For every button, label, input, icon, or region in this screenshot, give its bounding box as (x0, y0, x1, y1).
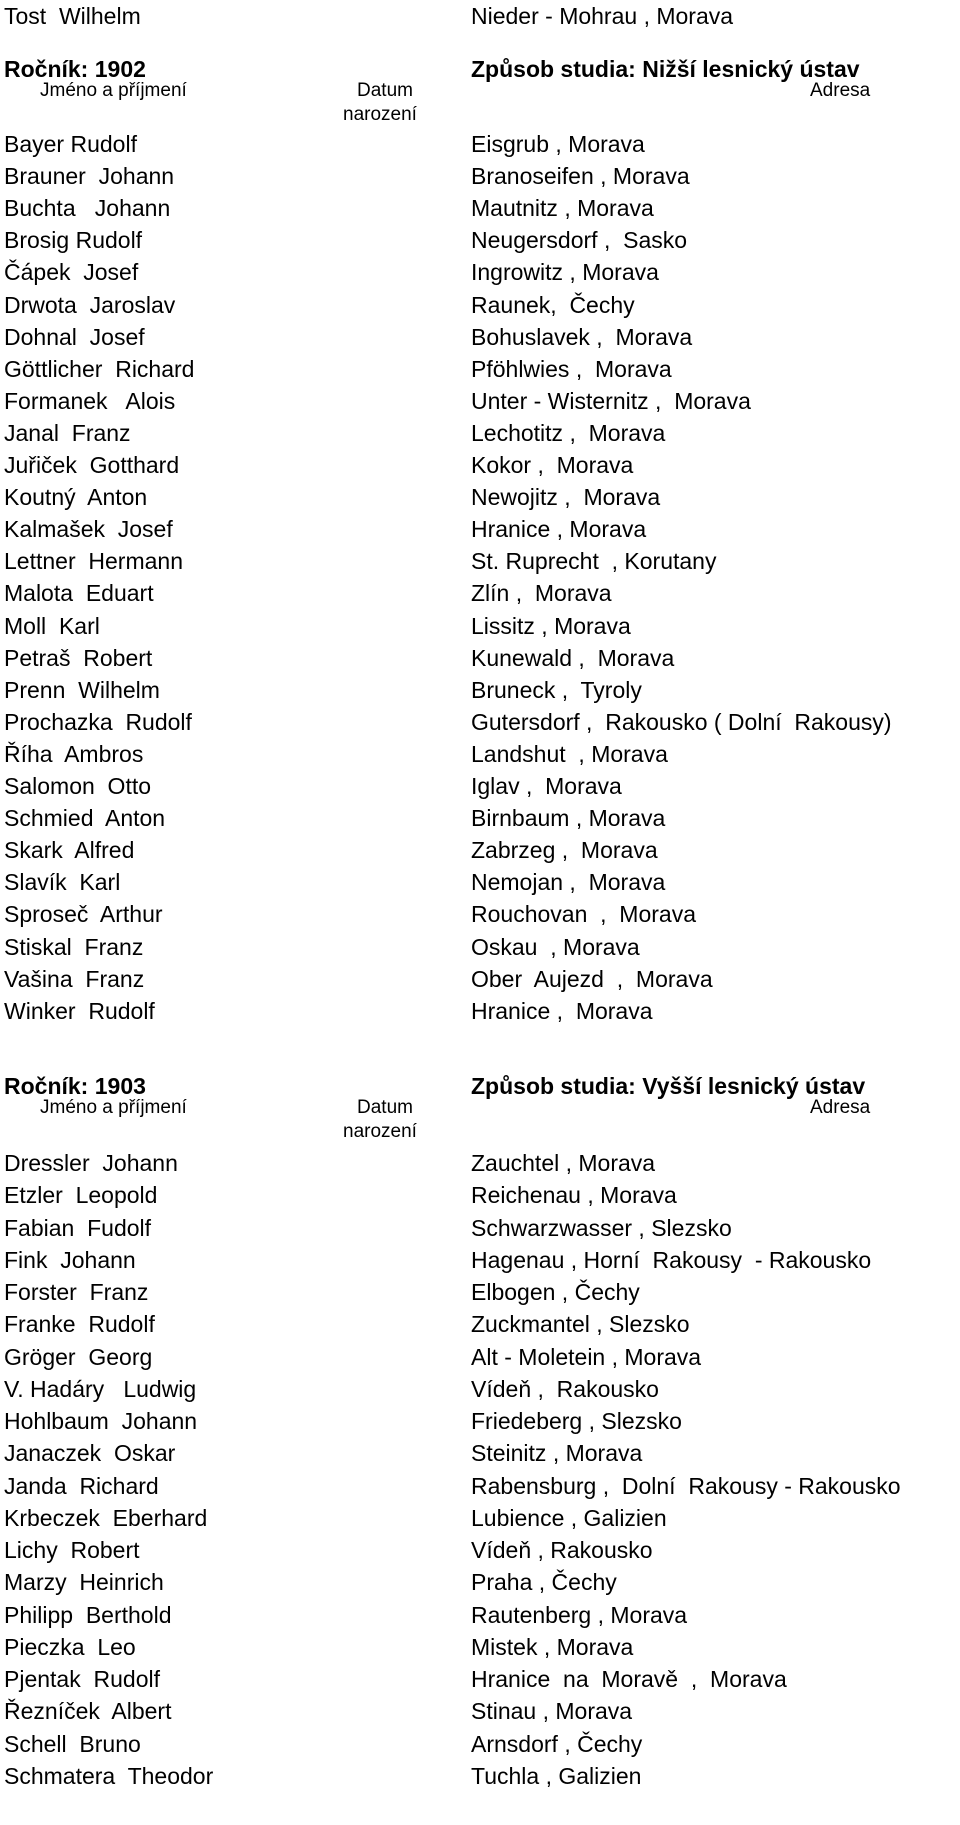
person-name: Marzy Heinrich (4, 1569, 164, 1596)
person-name: Franke Rudolf (4, 1311, 155, 1338)
top-entry-address: Nieder - Mohrau , Morava (471, 3, 734, 29)
table-row (0, 770, 960, 802)
table-row (0, 963, 960, 995)
table-row (0, 385, 960, 417)
person-address: Bohuslavek , Morava (471, 323, 693, 350)
person-name: Janda Richard (4, 1472, 159, 1499)
table-row (0, 321, 960, 353)
person-name: Řezníček Albert (4, 1698, 172, 1725)
person-name: Koutný Anton (4, 484, 148, 511)
person-address: Hranice , Morava (471, 516, 647, 543)
table-row (0, 192, 960, 224)
person-address: Arnsdorf , Čechy (471, 1730, 643, 1757)
table-row (0, 449, 960, 481)
person-name: Formanek Alois (4, 387, 176, 414)
person-address: Lissitz , Morava (471, 612, 631, 639)
table-row (0, 224, 960, 256)
study-label: Způsob studia: Nižší lesnický ústav (471, 56, 860, 82)
person-address: Tuchla , Galizien (471, 1762, 642, 1789)
person-address: St. Ruprecht , Korutany (471, 548, 717, 575)
person-name: Vašina Franz (4, 965, 145, 992)
person-address: Oskau , Morava (471, 933, 640, 960)
person-name: Salomon Otto (4, 773, 152, 799)
person-address: Landshut , Morava (471, 740, 668, 767)
table-row (0, 1212, 960, 1244)
person-name: Brauner Johann (4, 163, 175, 190)
person-address: Praha , Čechy (471, 1569, 617, 1596)
person-name: Philipp Berthold (4, 1601, 172, 1628)
person-address: Reichenau , Morava (471, 1182, 677, 1209)
person-address: Unter - Wisternitz , Morava (471, 387, 751, 414)
top-entry-name: Tost Wilhelm (4, 3, 141, 29)
table-row (0, 1179, 960, 1211)
column-header-date-sub: narození (343, 104, 417, 125)
table-row (0, 1663, 960, 1695)
column-header-date-sub: narození (343, 1121, 417, 1142)
table-row (0, 1405, 960, 1437)
table-row (0, 545, 960, 577)
person-name: Bayer Rudolf (4, 131, 137, 157)
table-row (0, 738, 960, 770)
table-row (0, 898, 960, 930)
person-address: Hranice na Moravě , Morava (471, 1666, 787, 1692)
person-name: Čápek Josef (4, 259, 139, 286)
person-name: Brosig Rudolf (4, 227, 143, 254)
person-address: Kunewald , Morava (471, 644, 675, 671)
person-name: Lichy Robert (4, 1537, 140, 1563)
column-header-name: Jméno a příjmení (40, 80, 187, 101)
table-row (0, 866, 960, 898)
person-name: Fink Johann (4, 1246, 136, 1273)
study-label: Způsob studia: Vyšší lesnický ústav (471, 1073, 866, 1099)
person-address: Iglav , Morava (471, 773, 622, 799)
person-address: Mistek , Morava (471, 1633, 634, 1660)
person-address: Rouchovan , Morava (471, 901, 697, 928)
table-row (0, 481, 960, 513)
person-name: Stiskal Franz (4, 933, 144, 960)
person-address: Kokor , Morava (471, 452, 634, 478)
person-name: Forster Franz (4, 1279, 149, 1305)
person-name: Etzler Leopold (4, 1182, 158, 1209)
top-entry (0, 0, 960, 32)
person-name: Sproseč Arthur (4, 901, 163, 928)
person-name: Juřiček Gotthard (4, 452, 180, 478)
person-name: Dressler Johann (4, 1150, 178, 1176)
table-row (0, 1276, 960, 1308)
person-name: Buchta Johann (4, 195, 171, 222)
table-row (0, 1502, 960, 1534)
person-address: Zauchtel , Morava (471, 1150, 656, 1176)
person-name: Pjentak Rudolf (4, 1666, 160, 1692)
person-address: Alt - Moletein , Morava (471, 1343, 702, 1370)
table-row (0, 1341, 960, 1373)
table-row (0, 995, 960, 1027)
person-name: Schmied Anton (4, 805, 166, 832)
table-row (0, 353, 960, 385)
column-header-address: Adresa (810, 1097, 871, 1118)
person-name: Drwota Jaroslav (4, 291, 176, 318)
person-name: Kalmašek Josef (4, 516, 173, 543)
person-address: Lubience , Galizien (471, 1504, 667, 1531)
table-row (0, 128, 960, 160)
table-row (0, 1470, 960, 1502)
person-address: Vídeň , Rakousko (471, 1537, 653, 1563)
person-address: Steinitz , Morava (471, 1440, 643, 1467)
person-name: Petraš Robert (4, 644, 153, 671)
person-address: Ingrowitz , Morava (471, 259, 659, 286)
person-address: Mautnitz , Morava (471, 195, 654, 222)
table-row (0, 1147, 960, 1179)
person-address: Hagenau , Horní Rakousy - Rakousko (471, 1246, 872, 1273)
person-address: Neugersdorf , Sasko (471, 227, 688, 254)
person-name: Winker Rudolf (4, 997, 155, 1024)
column-header-name: Jméno a příjmení (40, 1097, 187, 1118)
table-row (0, 706, 960, 738)
person-name: Dohnal Josef (4, 323, 145, 350)
person-address: Schwarzwasser , Slezsko (471, 1214, 732, 1241)
person-address: Stinau , Morava (471, 1698, 633, 1725)
column-header-date: Datum (357, 1097, 413, 1118)
table-row (0, 160, 960, 192)
person-name: Pieczka Leo (4, 1633, 136, 1660)
person-name: Lettner Hermann (4, 548, 183, 575)
table-row (0, 1373, 960, 1405)
person-name: Schell Bruno (4, 1730, 141, 1757)
table-row (0, 1631, 960, 1663)
person-address: Raunek, Čechy (471, 291, 635, 318)
person-name: Malota Eduart (4, 580, 154, 607)
person-address: Newojitz , Morava (471, 484, 661, 511)
table-row (0, 642, 960, 674)
table-row (0, 1437, 960, 1469)
table-row (0, 834, 960, 866)
table-row (0, 1760, 960, 1792)
person-name: Gröger Georg (4, 1343, 153, 1370)
table-row (0, 513, 960, 545)
table-row (0, 802, 960, 834)
year-label: Ročník: 1902 (4, 56, 146, 82)
person-name: Hohlbaum Johann (4, 1408, 198, 1434)
person-name: Krbeczek Eberhard (4, 1504, 208, 1531)
column-header-address: Adresa (810, 80, 871, 101)
person-address: Ober Aujezd , Morava (471, 965, 713, 992)
person-address: Zabrzeg , Morava (471, 837, 658, 864)
table-row (0, 1599, 960, 1631)
person-address: Lechotitz , Morava (471, 419, 666, 446)
table-row (0, 1308, 960, 1340)
table-row (0, 256, 960, 288)
table-row (0, 1566, 960, 1598)
person-address: Birnbaum , Morava (471, 805, 666, 832)
person-name: Fabian Fudolf (4, 1214, 152, 1241)
table-row (0, 931, 960, 963)
person-address: Rabensburg , Dolní Rakousy - Rakousko (471, 1472, 901, 1499)
person-address: Gutersdorf , Rakousko ( Dolní Rakousy) (471, 708, 892, 735)
table-row (0, 1534, 960, 1566)
person-name: Skark Alfred (4, 837, 135, 864)
person-address: Bruneck , Tyroly (471, 676, 642, 703)
person-address: Zuckmantel , Slezsko (471, 1311, 690, 1338)
person-name: Janaczek Oskar (4, 1440, 176, 1467)
table-row (0, 289, 960, 321)
person-address: Friedeberg , Slezsko (471, 1408, 682, 1434)
person-name: Moll Karl (4, 612, 100, 639)
person-address: Zlín , Morava (471, 580, 612, 607)
person-name: Schmatera Theodor (4, 1762, 214, 1789)
person-address: Elbogen , Čechy (471, 1279, 640, 1305)
year-label: Ročník: 1903 (4, 1073, 146, 1099)
person-name: Janal Franz (4, 419, 131, 446)
person-name: Slavík Karl (4, 869, 121, 896)
person-name: Göttlicher Richard (4, 355, 195, 382)
table-row (0, 610, 960, 642)
column-header-date: Datum (357, 80, 413, 101)
person-name: V. Hadáry Ludwig (4, 1375, 197, 1402)
table-row (0, 1728, 960, 1760)
table-row (0, 577, 960, 609)
person-address: Vídeň , Rakousko (471, 1375, 659, 1402)
table-row (0, 1695, 960, 1727)
person-address: Pföhlwies , Morava (471, 355, 672, 382)
person-address: Hranice , Morava (471, 997, 653, 1024)
person-name: Prochazka Rudolf (4, 708, 192, 735)
person-name: Říha Ambros (4, 740, 144, 767)
person-name: Prenn Wilhelm (4, 676, 160, 703)
person-address: Branoseifen , Morava (471, 163, 690, 190)
table-row (0, 417, 960, 449)
person-address: Rautenberg , Morava (471, 1601, 688, 1628)
table-row (0, 674, 960, 706)
table-row (0, 1244, 960, 1276)
person-address: Eisgrub , Morava (471, 131, 645, 157)
person-address: Nemojan , Morava (471, 869, 666, 896)
